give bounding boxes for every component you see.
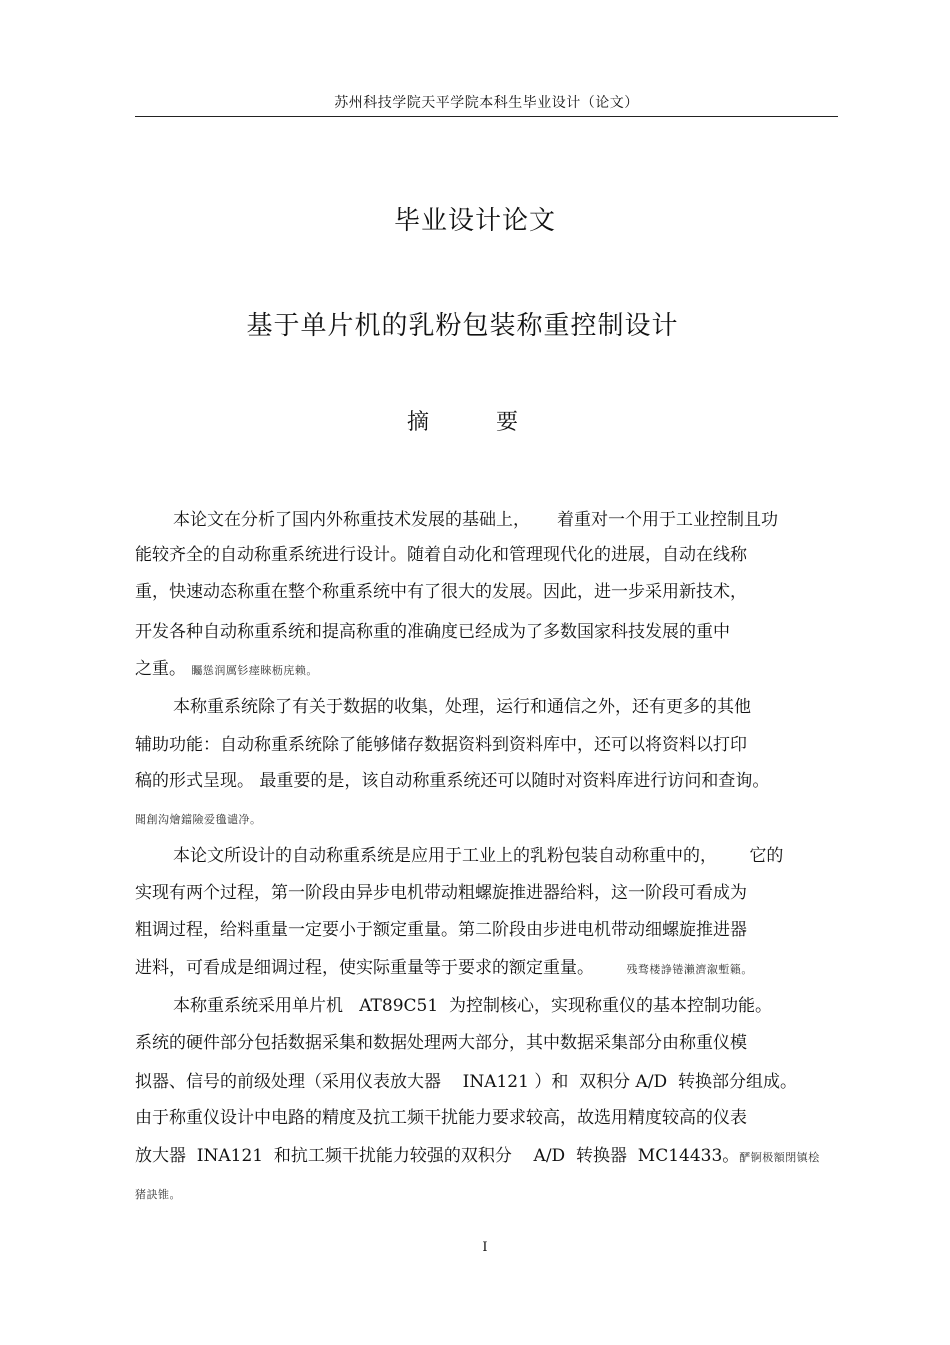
garbled-note: 残骛楼諍锩瀨濟溆塹籟。 — [626, 963, 753, 976]
text-line-content: 之重。 — [135, 659, 186, 679]
garbled-note: 矚慫润厲钐瘗睞枥庑赖。 — [191, 664, 318, 677]
text-line: 本论文在分析了国内外称重技术发展的基础上， 着重对一个用于工业控制且功 — [173, 510, 779, 530]
text-line: 系统的硬件部分包括数据采集和数据处理两大部分，其中数据采集部分由称重仪模 — [135, 1033, 747, 1053]
text-line: 稿的形式呈现。 最重要的是，该自动称重系统还可以随时对资料库进行访问和查询。 — [135, 771, 770, 791]
text-line: 拟器、信号的前级处理（采用仪表放大器 INA121 ）和 双积分 A/D 转换部分组成。 — [135, 1072, 797, 1092]
abstract-heading: 摘 要 — [407, 410, 548, 435]
text-line: 开发各种自动称重系统和提高称重的准确度已经成为了多数国家科技发展的重中 — [135, 622, 730, 642]
header-rule — [135, 116, 838, 117]
text-line: 能较齐全的自动称重系统进行设计。随着自动化和管理现代化的进展，自动在线称 — [135, 545, 747, 565]
text-line: 实现有两个过程，第一阶段由异步电机带动粗螺旋推进器给料，这一阶段可看成为 — [135, 883, 747, 903]
text-line — [135, 958, 753, 980]
text-line — [135, 1146, 820, 1168]
page-number: I — [482, 1240, 488, 1255]
text-line: 本称重系统采用单片机 AT89C51 为控制核心，实现称重仪的基本控制功能。 — [173, 996, 772, 1016]
text-line: 重，快速动态称重在整个称重系统中有了很大的发展。因此，进一步采用新技术， — [135, 582, 747, 602]
text-line: 本称重系统除了有关于数据的收集，处理，运行和通信之外，还有更多的其他 — [173, 697, 751, 717]
text-line: 辅助功能：自动称重系统除了能够储存数据资料到资料库中，还可以将资料以打印 — [135, 735, 747, 755]
text-line: 本论文所设计的自动称重系统是应用于工业上的乳粉包装自动称重中的， 它的 — [173, 846, 784, 866]
garbled-note: 酽锕极額閉镇桧 — [739, 1151, 820, 1164]
garbled-note: 聞創沟燴鐺險爱氇谴净。 — [135, 813, 262, 826]
text-line — [135, 659, 318, 681]
running-header: 苏州科技学院天平学院本科生毕业设计（论文） — [334, 95, 639, 111]
text-line: 粗调过程，给料重量一定要小于额定重量。第二阶段由步进电机带动细螺旋推进器 — [135, 920, 747, 940]
thesis-title: 基于单片机的乳粉包装称重控制设计 — [246, 311, 679, 341]
text-line: 由于称重仪设计中电路的精度及抗工频干扰能力要求较高，故选用精度较高的仪表 — [135, 1108, 747, 1128]
document-type-heading: 毕业设计论文 — [393, 206, 556, 236]
garbled-note: 猪訣锥。 — [135, 1188, 181, 1201]
text-line-content: 放大器 INA121 和抗工频干扰能力较强的双积分 A/D 转换器 MC14433。 — [135, 1146, 740, 1166]
text-line-content: 进料，可看成是细调过程，使实际重量等于要求的额定重量。 — [135, 958, 594, 978]
